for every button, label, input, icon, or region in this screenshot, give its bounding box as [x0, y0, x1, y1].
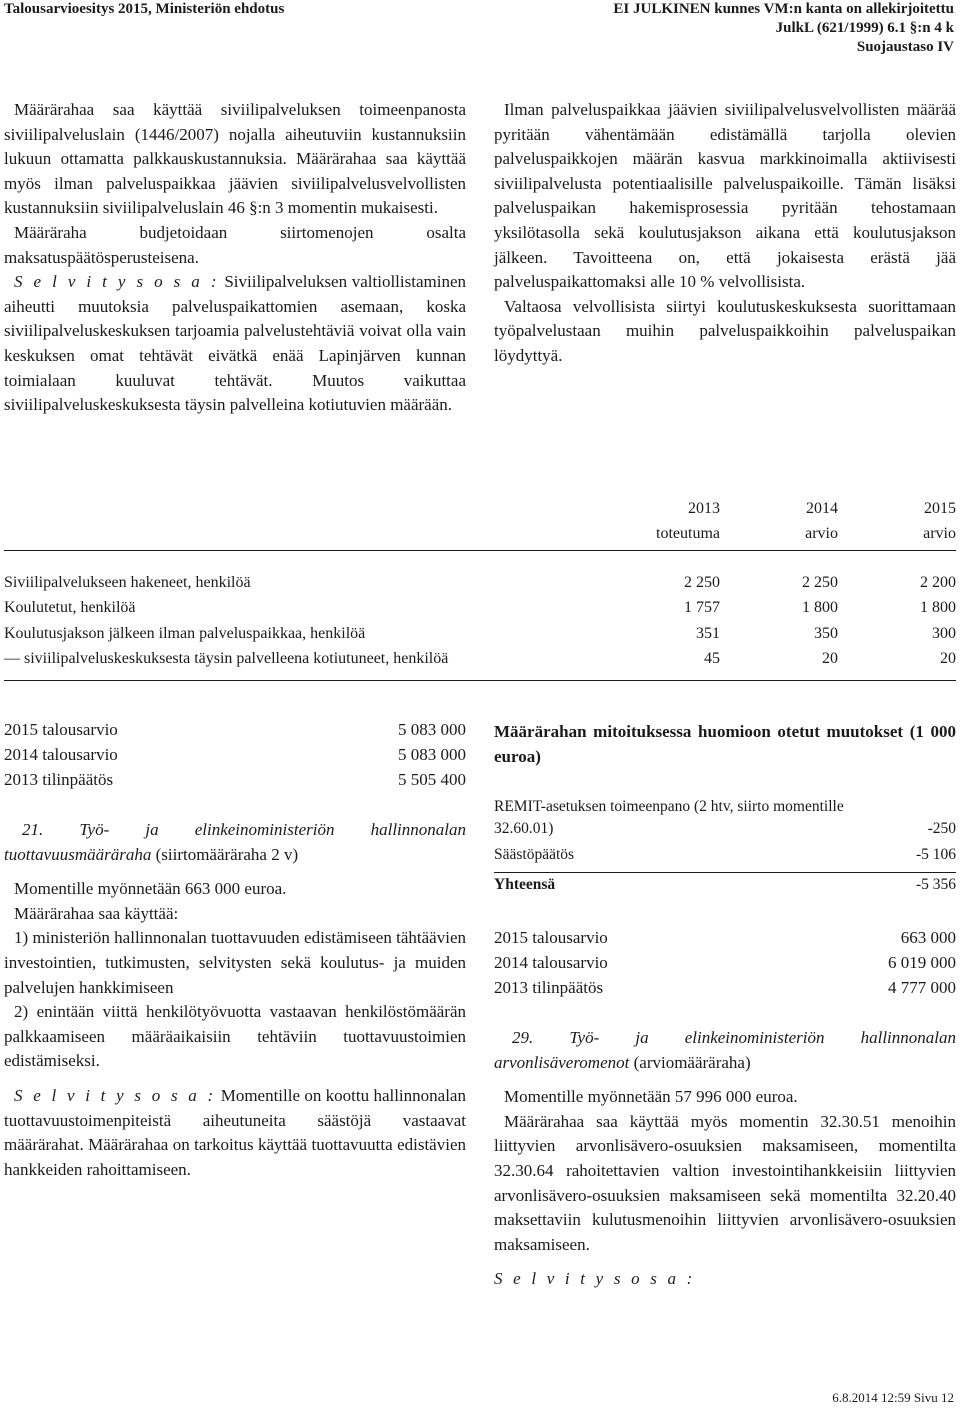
adjustment-value: -250: [927, 820, 956, 837]
col-year-2014: 2014: [806, 499, 838, 517]
table-row: [4, 647, 956, 673]
moment-21-item-1: 1) ministeriön hallinnonalan tuottavuuden edistämiseen tähtäävien investointien, tutkimusten, selvitysten sekä koulutus- ja muiden palvelujen hankkimiseen: [4, 928, 466, 997]
adjustment-label: REMIT-asetuksen toimeenpano (2 htv, siirto momentille 32.60.01): [494, 798, 844, 837]
budget-value: 663 000: [900, 928, 956, 948]
moment-29-granted: Momentille myönnetään 57 996 000 euroa.: [504, 1087, 798, 1107]
adjustment-value: -5 106: [915, 846, 956, 863]
cell-2013: 45: [704, 650, 720, 668]
budget-label: 2015 talousarvio: [494, 928, 608, 948]
budget-label: 2014 talousarvio: [494, 953, 608, 973]
budget-label: 2013 tilinpäätös: [494, 977, 604, 997]
row-label: Siviilipalvelukseen hakeneet, henkilöä: [4, 573, 251, 591]
table-row: [4, 570, 956, 596]
table-header-years: [4, 496, 956, 522]
explanation-text: Momentille on koottu hallinnonalan tuottavuustoimenpiteistä aiheutuneita säästöjä vastaavat määrärahat. Määrärahaa on tarkoitus käyttää tuottavuutta edistävien hankkeiden rahoittamiseen.: [4, 1085, 466, 1179]
cell-2014: 2 250: [802, 573, 838, 591]
budget-row: [4, 743, 466, 768]
cell-2014: 20: [822, 650, 838, 668]
adjustments-table: [494, 796, 956, 866]
row-label: Koulutetut, henkilöä: [4, 599, 136, 617]
adjustment-row: [494, 844, 956, 866]
budget-label: 2013 tilinpäätös: [4, 769, 114, 789]
budget-label: 2015 talousarvio: [4, 720, 118, 740]
explanation-text: Siviilipalveluksen valtiollistaminen aiheutti muutoksia palveluspaikattomien asemaan, koska siviilipalveluskeskuksen tarjoamia palvelustehtäviä voivat olla vain keskuksen omat tehtävät eivätkä enää Lapinjärven kunnan toimialaan kuuluvat tehtävät. Muutos vaikuttaa siviilipalveluskeskuksesta täysin palvelleina kotiutuvien määrään.: [4, 272, 466, 415]
adjustments-total-row: [494, 874, 956, 896]
moment-21-explanation: [4, 1084, 466, 1182]
moment-21-granted: Momentille myönnetään 663 000 euroa.: [14, 879, 287, 899]
table-header-labels: [4, 522, 956, 548]
budget-row: [494, 975, 956, 1000]
cell-2015: 1 800: [920, 599, 956, 617]
budget-value: 5 505 400: [398, 769, 466, 789]
adjustments-total-rule: [494, 872, 956, 873]
col-year-2015: 2015: [924, 499, 956, 517]
table-header-rule: [4, 550, 956, 551]
right-top-column: [494, 98, 956, 369]
budget-value: 6 019 000: [888, 953, 956, 973]
col-label-2015: arvio: [923, 525, 956, 543]
explanation-label: S e l v i t y s o s a :: [14, 272, 220, 292]
cell-2013: 351: [696, 624, 720, 642]
moment-21-heading-italic: 21. Työ- ja elinkeinoministeriön hallinnonalan tuottavuusmääräraha: [4, 820, 466, 864]
cell-2015: 300: [932, 624, 956, 642]
budget-label: 2014 talousarvio: [4, 745, 118, 765]
adjustments-total-value: -5 356: [915, 876, 956, 893]
adjustments-title: Määrärahan mitoituksessa huomioon otetut muutokset (1 000 euroa): [494, 722, 956, 766]
table-row: [4, 596, 956, 622]
budget-value: 4 777 000: [888, 977, 956, 997]
paragraph-explanation: [4, 270, 466, 418]
confidentiality-line-2: JulkL (621/1999) 6.1 §:n 4 k: [775, 20, 954, 36]
cell-2015: 2 200: [920, 573, 956, 591]
moment-21-heading-rest: (siirtomääräraha 2 v): [151, 844, 299, 864]
right-budget-summary: [494, 926, 956, 1000]
moment-21-item-2: 2) enintään viittä henkilötyövuotta vastaavan henkilöstömäärän palkkaamiseen määräaikaisiin tehtäviin tuottavuustoimien edistämiseksi.: [4, 1002, 466, 1071]
budget-row: [4, 767, 466, 792]
budget-value: 5 083 000: [398, 720, 466, 740]
table-row: [4, 621, 956, 647]
statistics-table-body: [4, 570, 956, 672]
moment-29-heading-rest: (arviomääräraha): [629, 1052, 751, 1072]
paragraph-outcome: Valtaosa velvollisista siirtyi koulutuskeskuksesta suorittamaan työpalvelustaan muihin palveluspaikkoihin palveluspaikan löydyttyä.: [494, 296, 956, 365]
adjustments-total-label: Yhteensä: [494, 876, 556, 893]
moment-29-explanation: [494, 1267, 956, 1292]
moment-21-heading: [4, 818, 466, 867]
budget-row: [494, 926, 956, 951]
budget-value: 5 083 000: [398, 745, 466, 765]
col-label-2013: toteutuma: [656, 525, 720, 543]
explanation-label: S e l v i t y s o s a :: [14, 1085, 217, 1105]
table-bottom-rule: [4, 680, 956, 681]
confidentiality-line-1: EI JULKINEN kunnes VM:n kanta on allekirjoitettu: [613, 1, 954, 17]
moment-29-section: [494, 1026, 956, 1292]
moment-21-section: [4, 818, 466, 1182]
page-stamp: 6.8.2014 12:59 Sivu 12: [832, 1390, 954, 1405]
adjustment-label: Säästöpäätös: [494, 846, 575, 863]
cell-2015: 20: [940, 650, 956, 668]
statistics-table: [4, 496, 956, 547]
col-year-2013: 2013: [688, 499, 720, 517]
budget-row: [4, 718, 466, 743]
left-top-column: [4, 98, 466, 418]
budget-row: [494, 951, 956, 976]
confidentiality-line-3: Suojaustaso IV: [856, 39, 954, 55]
moment-21-usage-intro: Määrärahaa saa käyttää:: [14, 903, 179, 923]
moment-29-usage: Määrärahaa saa käyttää myös momentin 32.30.51 menoihin liittyvien arvonlisävero-osuuksien maksamiseen, momentilta 32.30.64 rahoitettavien valtion investointihankkeisiin liittyvien arvonlisävero-osuuksien maksamiseen sekä momentilta 32.20.40 maksettaviin kulutusmenoihin liittyvien arvonlisävero-osuuksien maksamiseen.: [494, 1111, 956, 1254]
row-label: Koulutusjakson jälkeen ilman palveluspaikkaa, henkilöä: [4, 624, 366, 642]
moment-29-heading-italic: 29. Työ- ja elinkeinoministeriön hallinnonalan arvonlisäveromenot: [494, 1028, 956, 1072]
confidentiality-notice: [613, 0, 954, 57]
paragraph-budgeting: Määräraha budjetoidaan siirtomenojen osalta maksatuspäätösperusteisena.: [4, 222, 466, 267]
row-label: — siviilipalveluskeskuksesta täysin palvelleena kotiutuneet, henkilöä: [4, 650, 449, 668]
paragraph-goal: Ilman palveluspaikkaa jäävien siviilipalvelusvelvollisten määrää pyritään vähentämään edistämällä tarjolla olevien palveluspaikkojen määrän kasvua markkinoimalla aktiivisesti siviilipalvelusta potentiaalisille palveluspaikoille. Tämän lisäksi palveluspaikan hakemisprosessia pyritään tehostamaan yksilötasolla sekä koulutusjakson aikana että koulutusjakson jälkeen. Tavoitteena on, että jokaisesta erästä jää palveluspaikattomaksi alle 10 % velvollisista.: [494, 100, 956, 292]
col-label-2014: arvio: [805, 525, 838, 543]
cell-2014: 1 800: [802, 599, 838, 617]
cell-2013: 1 757: [684, 599, 720, 617]
adjustment-row: [494, 796, 956, 840]
cell-2014: 350: [814, 624, 838, 642]
left-budget-summary: [4, 718, 466, 792]
explanation-label: S e l v i t y s o s a :: [494, 1269, 696, 1289]
moment-29-heading: [494, 1026, 956, 1075]
document-title: Talousarvioesitys 2015, Ministeriön ehdotus: [4, 1, 285, 17]
paragraph-usage: Määrärahaa saa käyttää siviilipalveluksen toimeenpanosta siviilipalveluslain (1446/2007) nojalla aiheutuviin kustannuksiin lukuun ottamatta palkkauskustannuksia. Määrärahaa saa käyttää myös ilman palveluspaikkaa jäävien siviilipalvelusvelvollisten kustannuksiin siviilipalveluslain 46 §:n 3 momentin mukaisesti.: [4, 100, 466, 218]
cell-2013: 2 250: [684, 573, 720, 591]
